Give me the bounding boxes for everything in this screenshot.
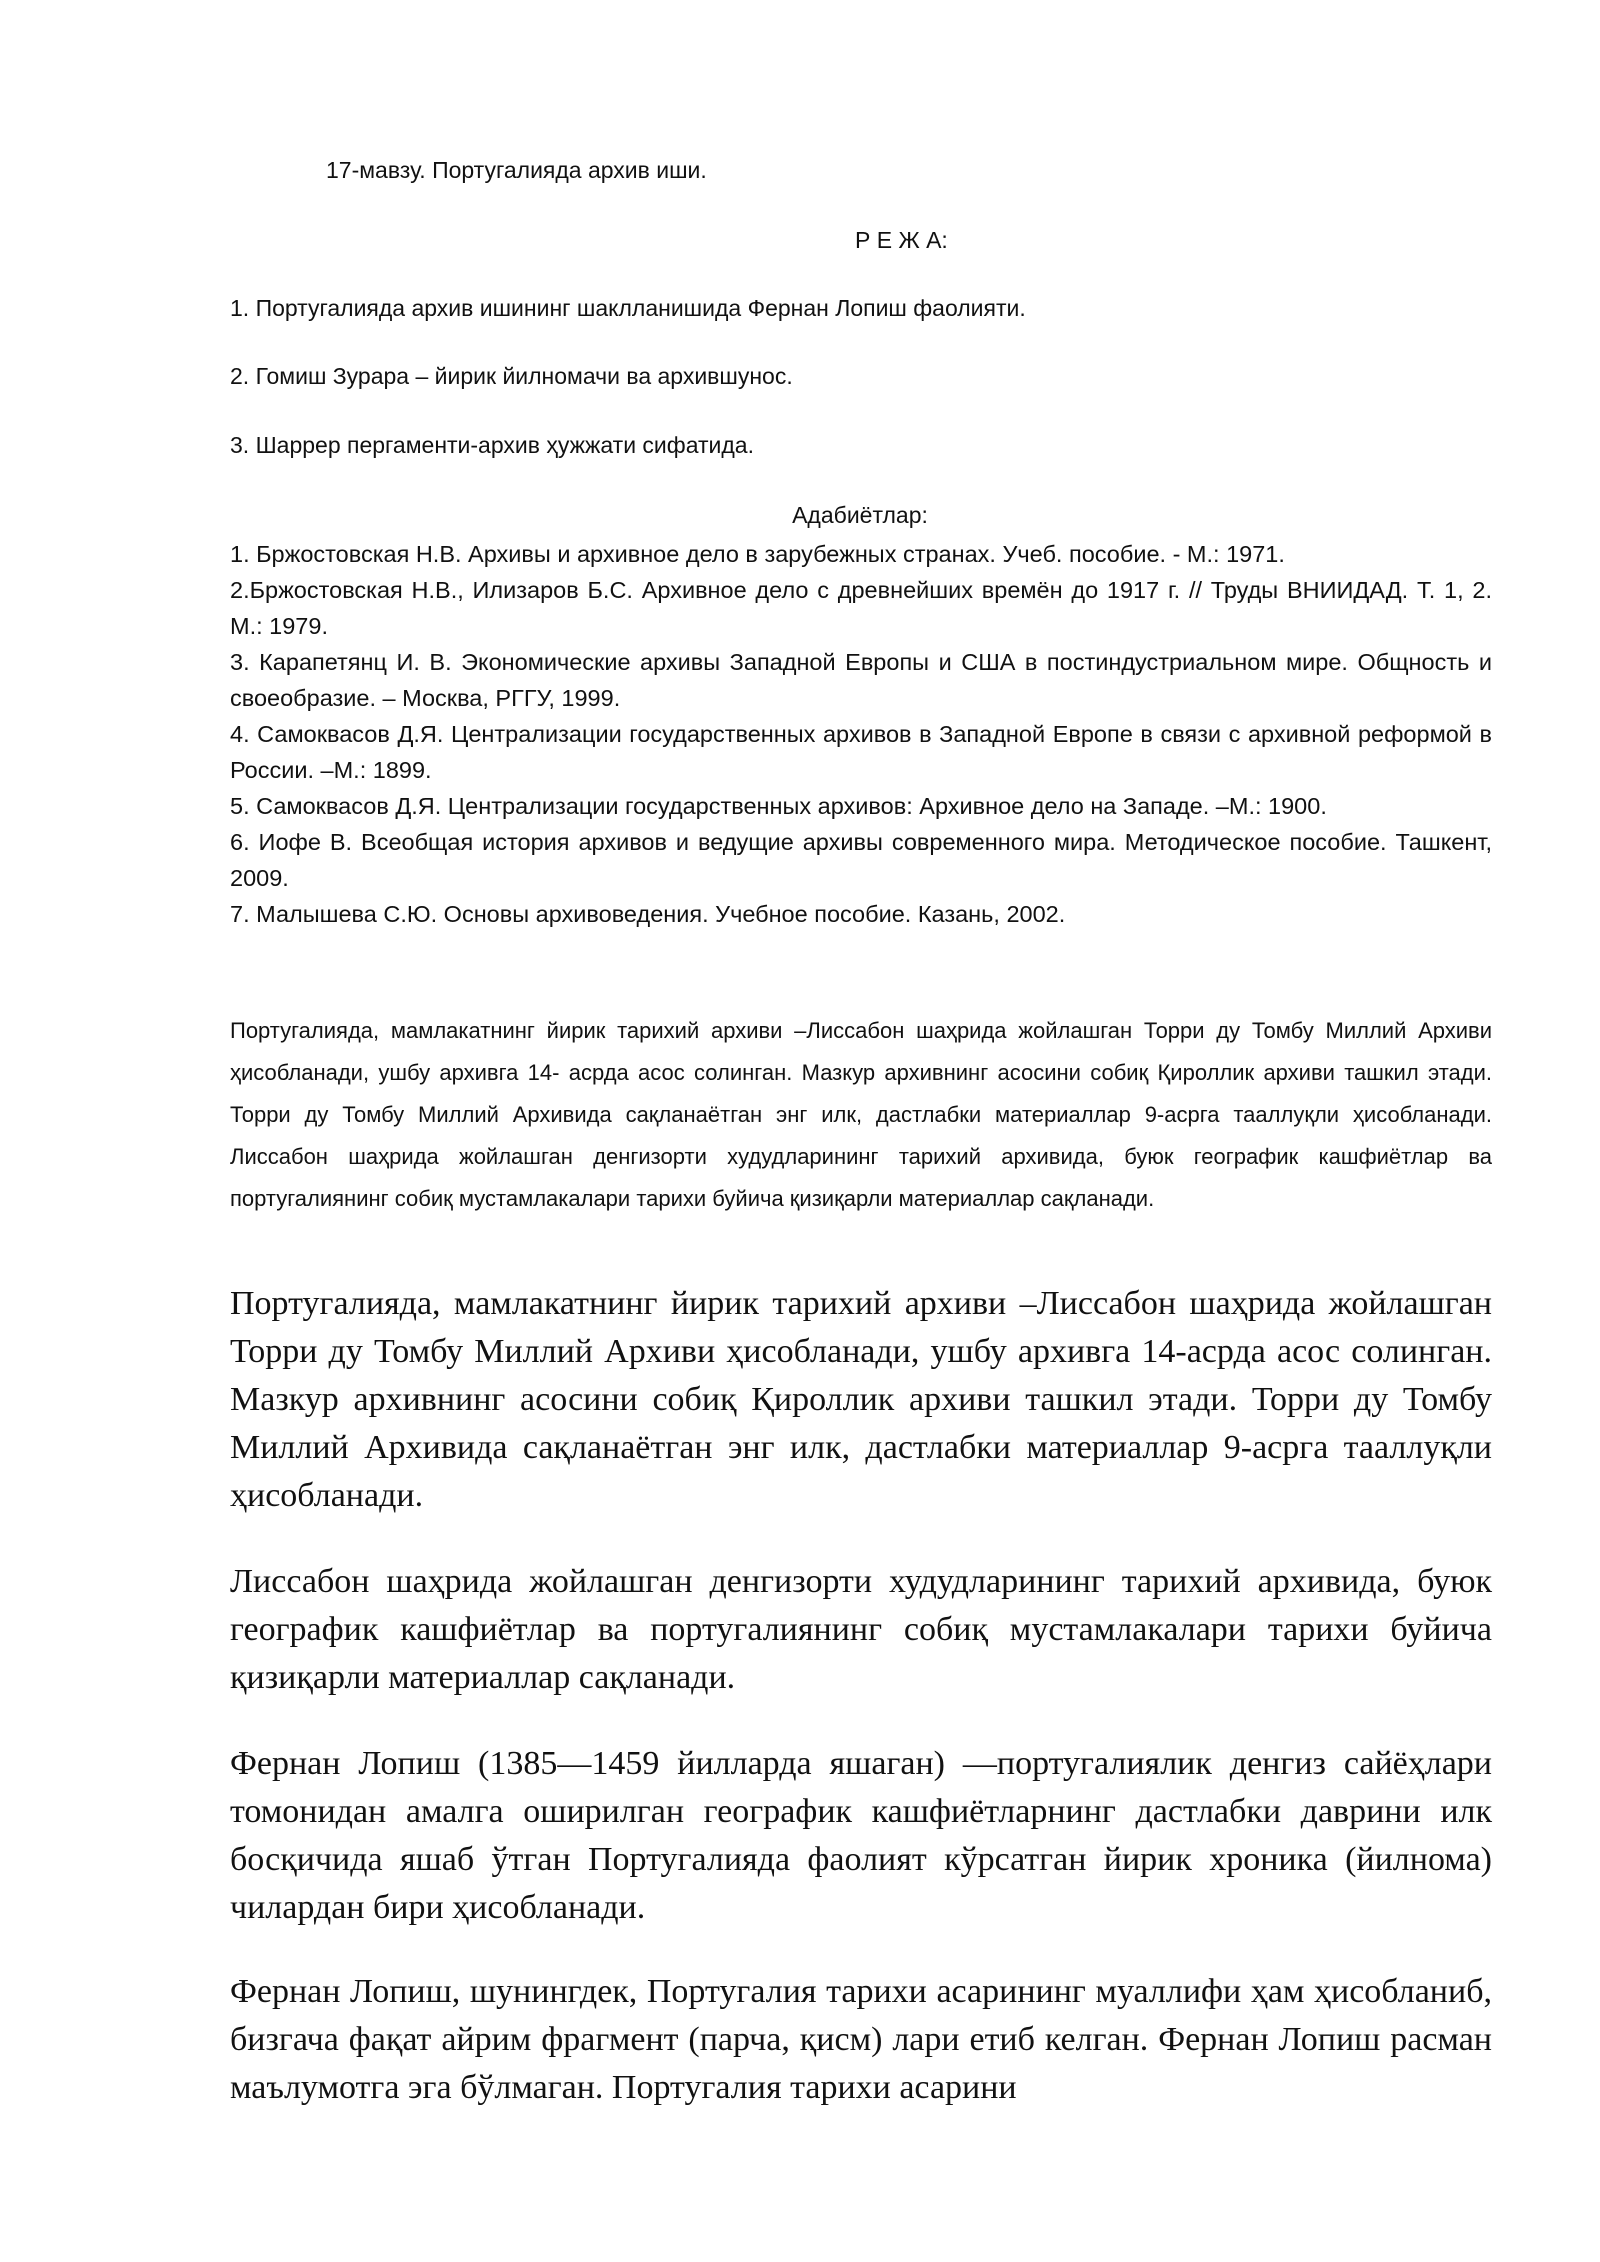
literature-item: 3. Карапетянц И. В. Экономические архивы Западной Европы и США в постиндустриальном мире. Общность и своеобразие. – Москва, РГГУ, 1999.: [230, 649, 1492, 711]
intro-paragraph: Португалияда, мамлакатнинг йирик тарихий архиви –Лиссабон шаҳрида жойлашган Торри ду Томбу Миллий Архиви ҳисобланади, ушбу архивга 14- асрда асос солинган. Мазкур архивнинг асосини собиқ Қироллик архиви ташкил этади. Торри ду Томбу Миллий Архивида сақланаётган энг илк, дастлабки материаллар 9-асрга тааллуқли ҳисобланади. Лиссабон шаҳрида жойлашган денгизорти худудларининг тарихий архивида, буюк географик кашфиётлар ва португалиянинг собиқ мустамлакалари тарихи буйича қизиқарли материаллар сақланади.: [230, 1018, 1492, 1211]
body-paragraph: Фернан Лопиш (1385—1459 йилларда яшаган) —португалиялик денгиз сайёҳлари томонидан амалга оширилган географик кашфиётларнинг дастлабки даврини илк босқичида яшаб ўтган Португалияда фаолият кўрсатган йирик хроника (йилнома) чилардан бири ҳисобланади.: [230, 1745, 1492, 1926]
literature-item: 5. Самоквасов Д.Я. Централизации государственных архивов: Архивное дело на Западе. –М.: 1900.: [230, 793, 1327, 819]
literature-item: 6. Иофе В. Всеобщая история архивов и ведущие архивы современного мира. Методическое пособие. Ташкент, 2009.: [230, 829, 1492, 891]
literature-item: 2.Бржостовская Н.В., Илизаров Б.С. Архивное дело с древнейших времён до 1917 г. // Труды ВНИИДАД. Т. 1, 2. М.: 1979.: [230, 577, 1492, 639]
literature-item: 1. Бржостовская Н.В. Архивы и архивное дело в зарубежных странах. Учеб. пособие. - М.: 1971.: [230, 541, 1285, 567]
plan-item: 2. Гомиш Зурара – йирик йилномачи ва архившунос.: [230, 363, 793, 389]
literature-item: 7. Малышева С.Ю. Основы архивоведения. Учебное пособие. Казань, 2002.: [230, 901, 1066, 927]
body-paragraph: Португалияда, мамлакатнинг йирик тарихий архиви –Лиссабон шаҳрида жойлашган Торри ду Томбу Миллий Архиви ҳисобланади, ушбу архивга 14-асрда асос солинган. Мазкур архивнинг асосини собиқ Қироллик архиви ташкил этади. Торри ду Томбу Миллий Архивида сақланаётган энг илк, дастлабки материаллар 9-асрга тааллуқли ҳисобланади.: [230, 1285, 1492, 1514]
body-paragraph: Фернан Лопиш, шунингдек, Португалия тарихи асарининг муаллифи ҳам ҳисобланиб, бизгача фақат айрим фрагмент (парча, қисм) лари етиб келган. Фернан Лопиш расман маълумотга эга бўлмаган. Португалия тарихи асарини: [230, 1973, 1492, 2106]
literature-list: [230, 536, 1492, 932]
plan-item: 1. Португалияда архив ишининг шаклланишида Фернан Лопиш фаолияти.: [230, 295, 1026, 321]
literature-title: Адабиётлар:: [792, 502, 928, 528]
plan-item: 3. Шаррер пергаменти-архив ҳужжати сифатида.: [230, 432, 754, 458]
plan-title: Р Е Ж А:: [855, 227, 948, 253]
topic-heading: 17-мавзу. Португалияда архив иши.: [326, 157, 707, 183]
body-paragraph: Лиссабон шаҳрида жойлашган денгизорти худудларининг тарихий архивида, буюк географик кашфиётлар ва португалиянинг собиқ мустамлакалари тарихи буйича қизиқарли материаллар сақланади.: [230, 1563, 1492, 1696]
literature-item: 4. Самоквасов Д.Я. Централизации государственных архивов в Западной Европе в связи с архивной реформой в России. –М.: 1899.: [230, 721, 1492, 783]
